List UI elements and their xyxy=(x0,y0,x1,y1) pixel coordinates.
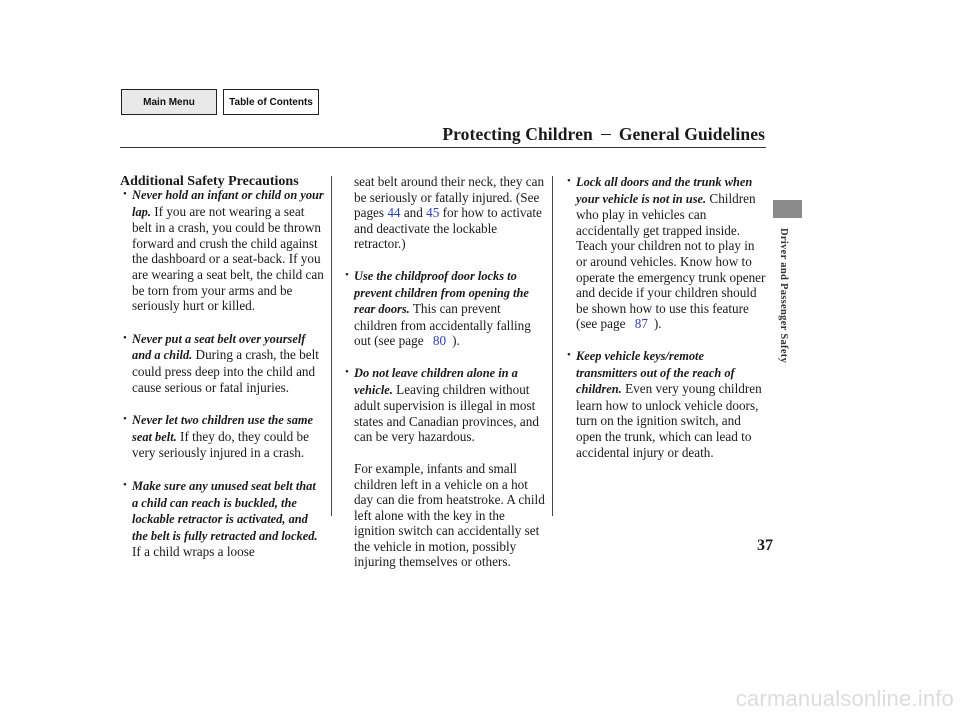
item-text: Children who play in vehicles can accidentally get trapped inside. Teach your children not to play in or around vehicles. Know how to operate the emergency trunk opener and decide if your children should be shown how to use this feature (see page xyxy=(576,190,766,332)
text-fragment: seat belt around their neck, they can be seriously or fatally injured. (See pages xyxy=(354,174,545,221)
item-lead: Never let two children use the same seat belt. xyxy=(132,413,314,444)
header-rule xyxy=(120,147,766,148)
side-section-label: Driver and Passenger Safety xyxy=(778,228,789,364)
list-item xyxy=(567,174,768,332)
bullet: • xyxy=(345,365,349,378)
item-lead: Make sure any unused seat belt that a child can reach is buckled, the lockable retractor is activated, and the belt is fully retracted and locked. xyxy=(132,478,318,543)
title-left: Protecting Children xyxy=(442,124,593,144)
bullet: • xyxy=(123,413,127,426)
item-text: Even very young children learn how to unlock vehicle doors, turn on the ignition switch, and open the trunk, which can lead to accidental injury or death. xyxy=(576,381,762,460)
list-item xyxy=(123,478,324,560)
main-menu-button[interactable]: Main Menu xyxy=(121,89,217,115)
list-item xyxy=(123,331,324,395)
paragraph: For example, infants and small children left in a vehicle on a hot day can die from heatstroke. A child left alone with the key in the ignition switch can accidentally set the vehicle in motion, possibly injuring themselves or others. xyxy=(354,460,545,570)
text-fragment: for how to activate and deactivate the lockable retractor.) xyxy=(354,205,542,252)
column-1 xyxy=(123,187,324,560)
page-link-45[interactable]: 45 xyxy=(426,205,440,221)
list-item xyxy=(123,412,324,461)
bullet: • xyxy=(567,175,571,187)
item-text: If a child wraps a loose xyxy=(132,544,255,560)
list-item xyxy=(123,187,324,314)
list-item xyxy=(345,268,546,349)
column-divider-2 xyxy=(552,176,553,516)
section-tab-marker xyxy=(773,200,802,218)
bullet: • xyxy=(567,348,571,361)
item-text: During a crash, the belt could press deep into the child and cause serious or fatal injuries. xyxy=(132,347,319,395)
item-text: Leaving children without adult supervision is illegal in most states and Canadian provinces, and can be very hazardous. xyxy=(354,381,539,445)
item-lead: Use the childproof door locks to prevent children from opening the rear doors. xyxy=(354,268,529,317)
text-fragment: and xyxy=(403,205,423,221)
bullet: • xyxy=(123,188,127,200)
section-title: Additional Safety Precautions xyxy=(120,174,299,189)
page-link-87[interactable]: 87 xyxy=(634,316,648,332)
item-lead: Never put a seat belt over yourself and a child. xyxy=(132,331,306,363)
text-fragment: ). xyxy=(452,333,460,349)
text-fragment: ). xyxy=(653,316,662,332)
item-lead: Keep vehicle keys/remote transmitters out of the reach of children. xyxy=(576,348,735,397)
item-lead: Do not leave children alone in a vehicle. xyxy=(354,365,518,397)
column-3 xyxy=(567,174,768,460)
item-text: If you are not wearing a seat belt in a crash, you could be thrown forward and crush the child against the dashboard or a seat-back. If you are wearing a seat belt, the child can be torn from your arms and be seriously hurt or killed. xyxy=(132,203,324,314)
item-lead: Lock all doors and the trunk when your vehicle is not in use. xyxy=(576,175,753,206)
page-link-80[interactable]: 80 xyxy=(432,333,447,349)
title-separator xyxy=(601,134,611,135)
item-lead: Never hold an infant or child on your lap. xyxy=(132,188,324,219)
title-right: General Guidelines xyxy=(618,124,765,144)
bullet: • xyxy=(123,331,127,344)
page-title xyxy=(442,124,765,145)
page-number: 37 xyxy=(757,537,773,554)
bullet: • xyxy=(345,268,349,281)
bullet: • xyxy=(123,478,127,491)
continued-text xyxy=(354,174,546,252)
table-of-contents-button[interactable]: Table of Contents xyxy=(223,89,319,115)
item-text: This can prevent children from accidentally falling out (see page xyxy=(354,301,531,349)
item-text: If they do, they could be very seriously injured in a crash. xyxy=(132,428,309,461)
list-item xyxy=(345,365,546,445)
column-divider-1 xyxy=(331,176,332,516)
page-link-44[interactable]: 44 xyxy=(387,205,401,221)
watermark: carmanualsonline.info xyxy=(735,686,954,711)
column-2 xyxy=(345,174,546,570)
list-item xyxy=(567,348,768,460)
